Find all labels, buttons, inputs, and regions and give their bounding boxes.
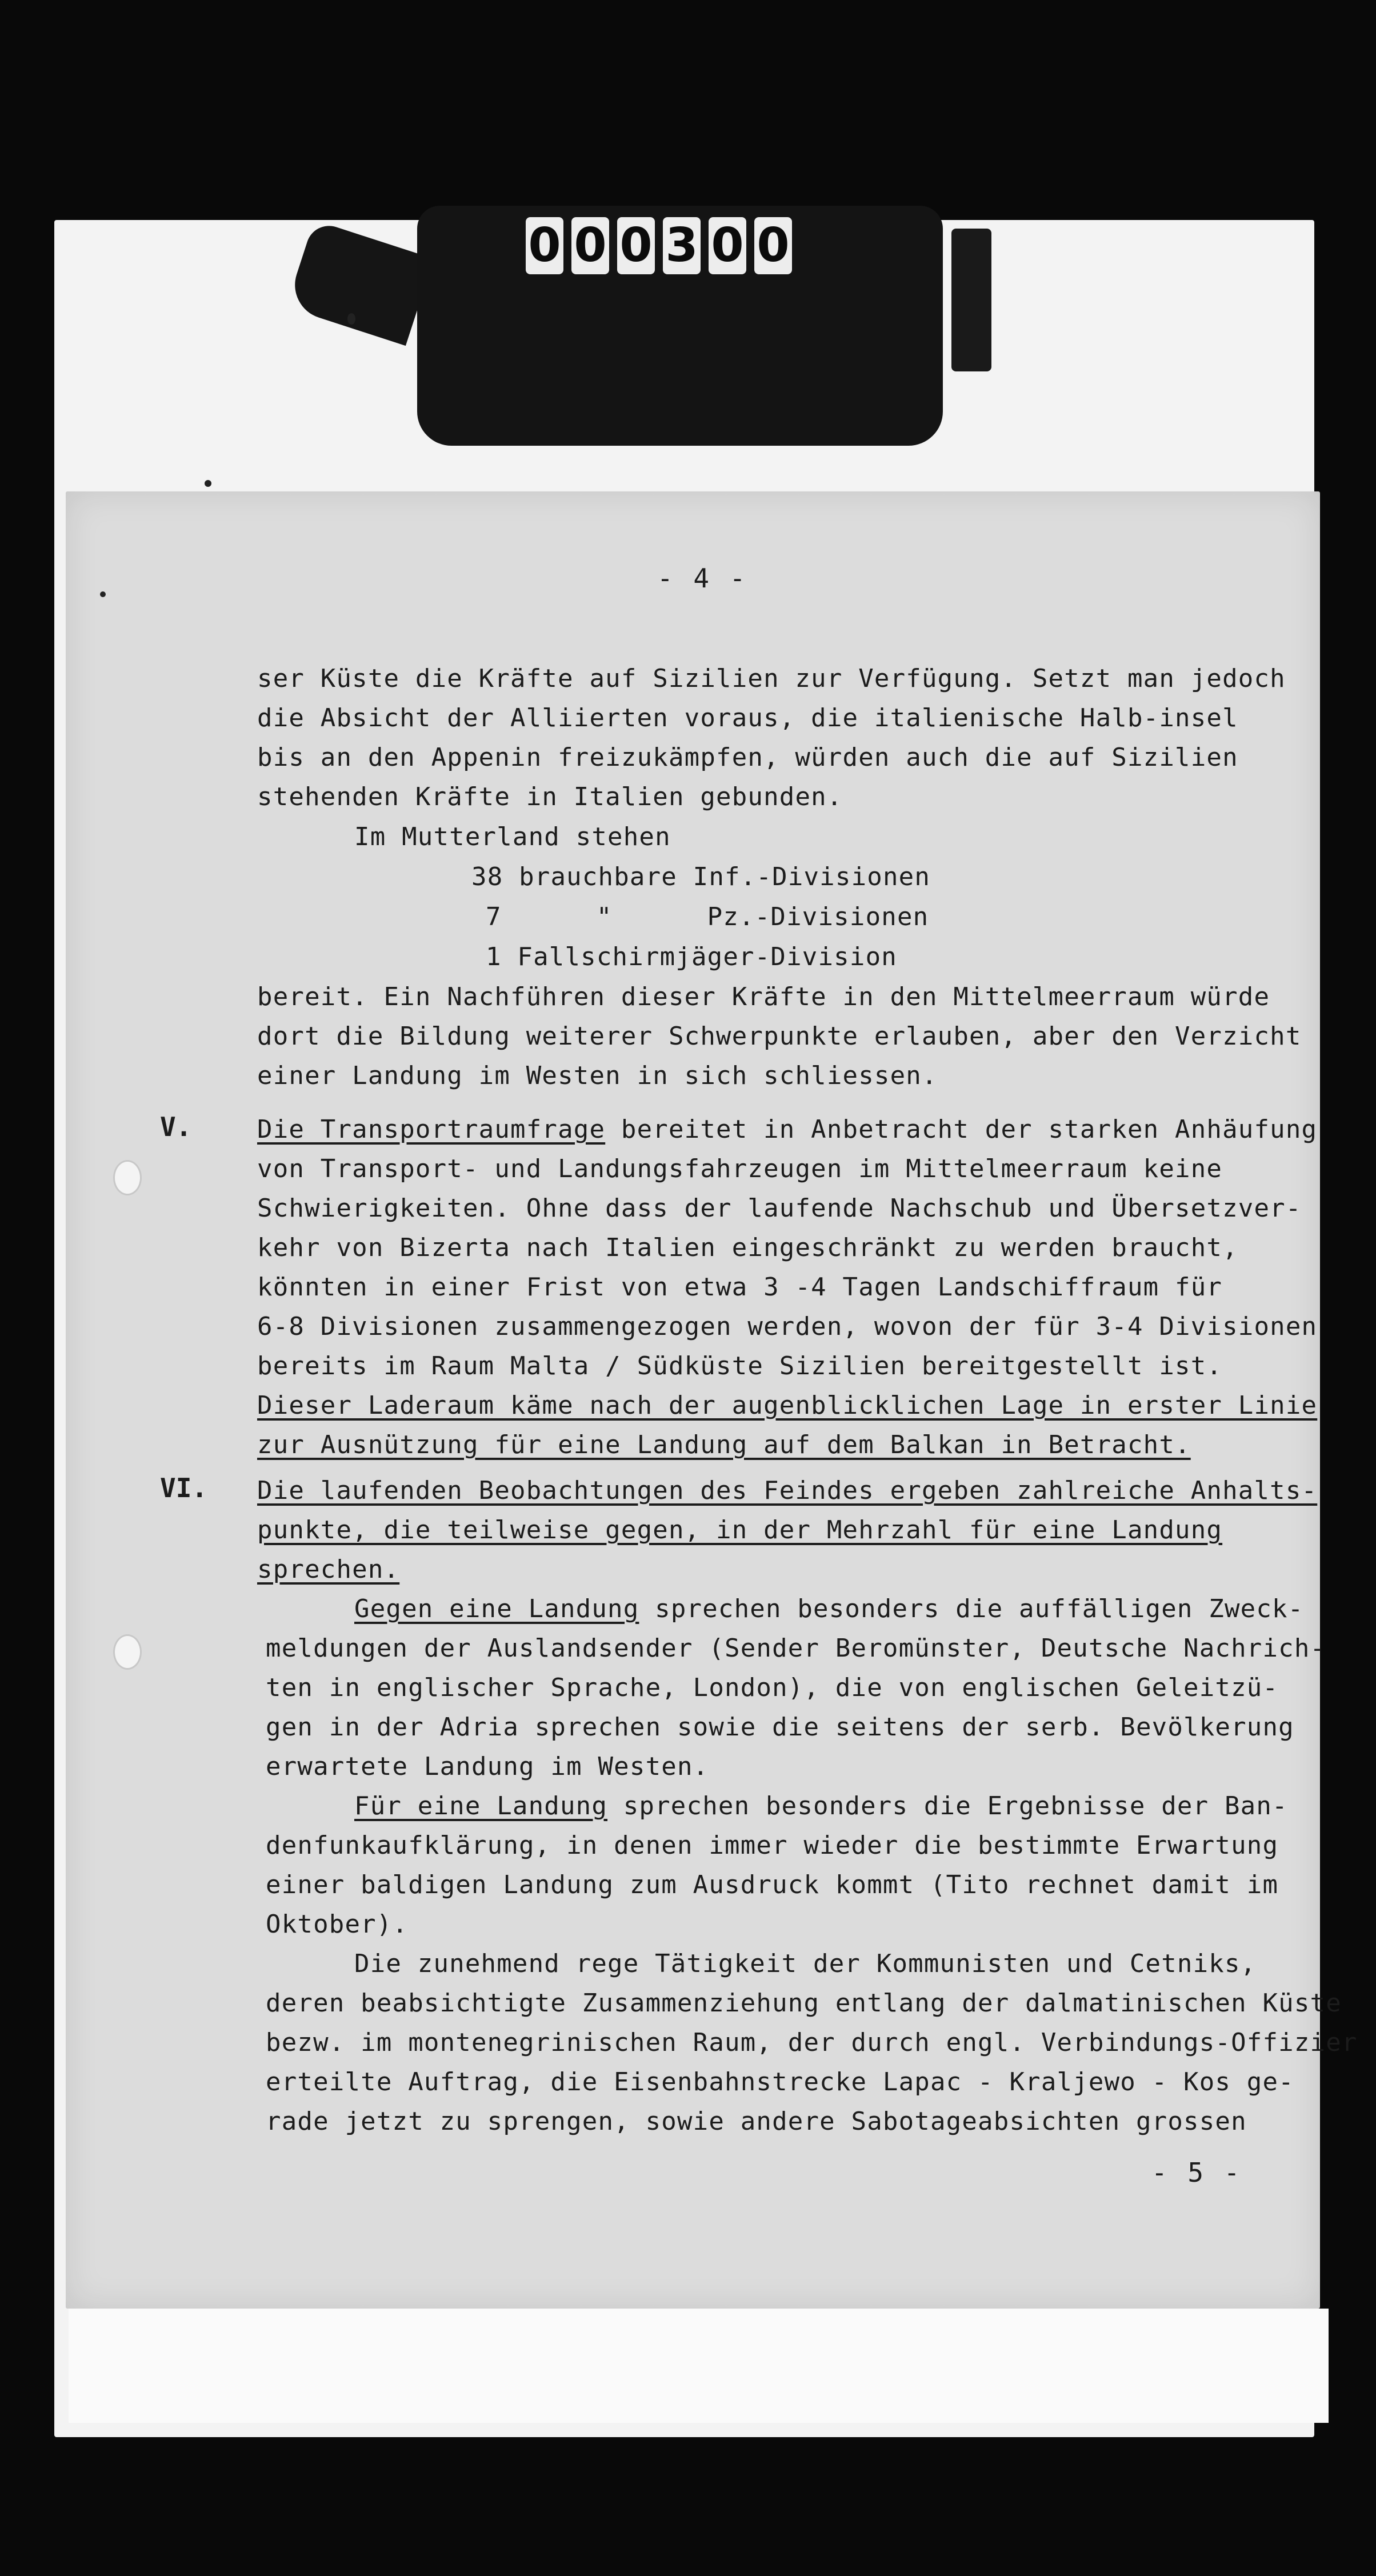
text-line: einer baldigen Landung zum Ausdruck kommt (Tito rechnet damit im — [266, 1870, 1279, 1899]
speck — [100, 591, 106, 597]
text-line — [354, 1787, 1288, 1825]
underlined-line: Dieser Laderaum käme nach der augenblicklichen Lage in erster Linie — [257, 1391, 1318, 1420]
text-line: Die zunehmend rege Tätigkeit der Kommunisten und Cetniks, — [354, 1949, 1257, 1978]
text-line: von Transport- und Landungsfahrzeugen im Mittelmeerraum keine — [257, 1154, 1223, 1183]
section-label-vi: VI. — [160, 1473, 208, 1503]
counter-digit: 3 — [663, 217, 701, 274]
frame-counter — [526, 217, 792, 280]
counter-digit: 0 — [617, 217, 655, 274]
text-line: bereit. Ein Nachführen dieser Kräfte in den Mittelmeerraum würde — [257, 982, 1270, 1011]
paper-bottom-edge — [69, 2309, 1329, 2423]
text-line: rade jetzt zu sprengen, sowie andere Sabotageabsichten grossen — [266, 2107, 1247, 2136]
text-line: ser Küste die Kräfte auf Sizilien zur Verfügung. Setzt man jedoch — [257, 664, 1286, 693]
text-line: erteilte Auftrag, die Eisenbahnstrecke Lapac - Kraljewo - Kos ge- — [266, 2067, 1294, 2097]
text-line: Im Mutterland stehen — [354, 822, 671, 851]
section-label-v: V. — [160, 1111, 192, 1142]
text-run: bereitet in Anbetracht der starken Anhäufung — [605, 1115, 1318, 1144]
text-line: 38 brauchbare Inf.-Divisionen — [471, 862, 931, 891]
text-line: denfunkaufklärung, in denen immer wieder die bestimmte Erwartung — [266, 1831, 1279, 1860]
text-line: Oktober). — [266, 1910, 409, 1939]
text-run: sprechen besonders die Ergebnisse der Ban- — [607, 1791, 1288, 1821]
text-line — [257, 1111, 1317, 1149]
text-line: stehenden Kräfte in Italien gebunden. — [257, 782, 843, 811]
next-page-marker: - 5 - — [1151, 2157, 1242, 2188]
counter-digit: 0 — [571, 217, 609, 274]
speck — [205, 480, 211, 487]
subheading-for: Für eine Landung — [354, 1791, 608, 1821]
counter-digit: 0 — [526, 217, 563, 274]
text-line: kehr von Bizerta nach Italien eingeschränkt zu werden braucht, — [257, 1233, 1238, 1262]
punch-hole — [113, 1160, 142, 1195]
text-line: 1 Fallschirmjäger-Division — [486, 942, 897, 971]
section-heading: Die Transportraumfrage — [257, 1115, 606, 1144]
underlined-line: Die laufenden Beobachtungen des Feindes ergeben zahlreiche Anhalts- — [257, 1476, 1318, 1505]
text-line: 7 " Pz.-Divisionen — [486, 902, 929, 931]
text-line: erwartete Landung im Westen. — [266, 1752, 709, 1781]
text-line: bereits im Raum Malta / Südküste Sizilien bereitgestellt ist. — [257, 1351, 1223, 1381]
text-line: dort die Bildung weiterer Schwerpunkte erlauben, aber den Verzicht — [257, 1022, 1302, 1051]
text-line — [354, 1590, 1303, 1628]
counter-digit: 0 — [754, 217, 792, 274]
text-line: Schwierigkeiten. Ohne dass der laufende Nachschub und Übersetzver- — [257, 1194, 1302, 1223]
punch-hole — [113, 1634, 142, 1670]
text-line: deren beabsichtigte Zusammenziehung entlang der dalmatinischen Küste — [266, 1989, 1342, 2018]
text-line: bezw. im montenegrinischen Raum, der durch engl. Verbindungs-Offizier — [266, 2028, 1358, 2057]
page-number: - 4 - — [657, 563, 748, 594]
text-run: sprechen besonders die auffälligen Zweck- — [639, 1594, 1304, 1623]
text-line: ten in englischer Sprache, London), die von englischen Geleitzü- — [266, 1673, 1279, 1702]
subheading-against: Gegen eine Landung — [354, 1594, 639, 1623]
text-line: könnten in einer Frist von etwa 3 -4 Tagen Landschiffraum für — [257, 1273, 1223, 1302]
counter-digit: 0 — [709, 217, 746, 274]
underlined-line: sprechen. — [257, 1555, 400, 1584]
clamp-side-bracket — [951, 229, 991, 371]
text-line: gen in der Adria sprechen sowie die seitens der serb. Bevölkerung — [266, 1713, 1294, 1742]
underlined-line: zur Ausnützung für eine Landung auf dem Balkan in Betracht. — [257, 1430, 1191, 1459]
text-line: einer Landung im Westen in sich schliessen. — [257, 1061, 938, 1090]
text-line: meldungen der Auslandsender (Sender Beromünster, Deutsche Nachrich- — [266, 1634, 1326, 1663]
text-line: bis an den Appenin freizukämpfen, würden auch die auf Sizilien — [257, 743, 1238, 772]
text-line: die Absicht der Alliierten voraus, die italienische Halb-insel — [257, 703, 1238, 733]
underlined-line: punkte, die teilweise gegen, in der Mehrzahl für eine Landung — [257, 1515, 1223, 1545]
speck — [347, 313, 355, 325]
text-line: 6-8 Divisionen zusammengezogen werden, wovon der für 3-4 Divisionen — [257, 1312, 1318, 1341]
